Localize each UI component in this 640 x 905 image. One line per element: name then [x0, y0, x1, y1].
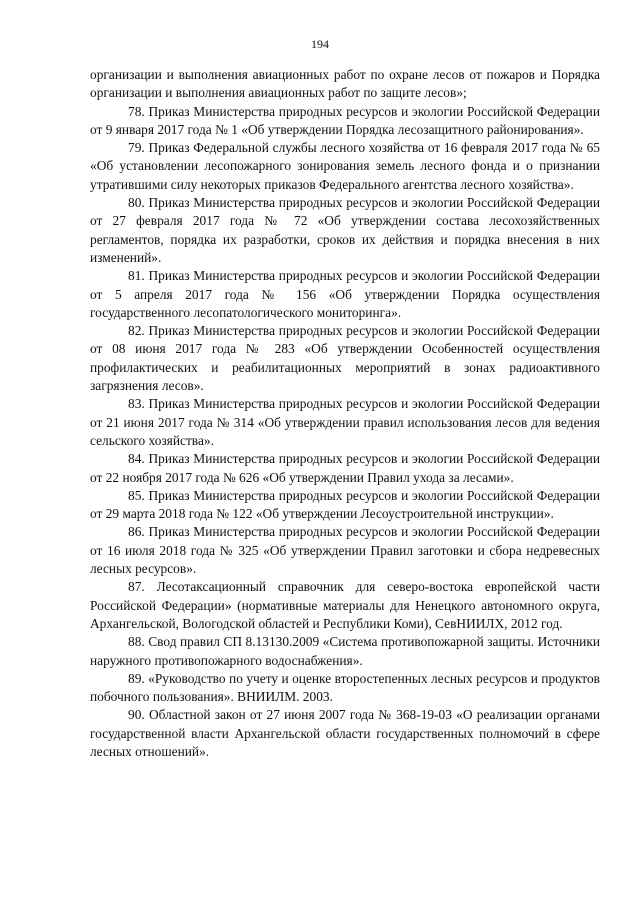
document-body	[90, 66, 600, 761]
list-item-90: 90. Областной закон от 27 июня 2007 года № 368-19-03 «О реализации органами государственной власти Архангельской области государственных полномочий в сфере лесных отношений».	[90, 707, 600, 759]
list-item-81: 81. Приказ Министерства природных ресурсов и экологии Российской Федерации от 5 апреля 2017 года № 156 «Об утверждении Порядка осуществления государственного лесопатологического мониторинга».	[90, 268, 600, 320]
list-item-82: 82. Приказ Министерства природных ресурсов и экологии Российской Федерации от 08 июня 2017 года № 283 «Об утверждении Особенностей осуществления профилактических и реабилитационных мероприятий в зонах радиоактивного загрязнения лесов».	[90, 323, 600, 394]
list-item-85: 85. Приказ Министерства природных ресурсов и экологии Российской Федерации от 29 марта 2018 года № 122 «Об утверждении Лесоустроительной инструкции».	[90, 487, 600, 522]
list-item-78: 78. Приказ Министерства природных ресурсов и экологии Российской Федерации от 9 января 2017 года № 1 «Об утверждении Порядка лесозащитного районирования».	[90, 103, 600, 137]
list-item-88: 88. Свод правил СП 8.13130.2009 «Система противопожарной защиты. Источники наружного противопожарного водоснабжения».	[90, 634, 600, 668]
list-item-86: 86. Приказ Министерства природных ресурсов и экологии Российской Федерации от 16 июля 2018 года № 325 «Об утверждении Правил заготовки и сбора недревесных лесных ресурсов».	[90, 524, 600, 577]
list-item-79: 79. Приказ Федеральной службы лесного хозяйства от 16 февраля 2017 года № 65 «Об установлении лесопожарного зонирования земель лесного фонда и о признании утратившими силу некоторых приказов Федерального агентства лесного хозяйства».	[90, 140, 600, 192]
list-item-84: 84. Приказ Министерства природных ресурсов и экологии Российской Федерации от 22 ноября 2017 года № 626 «Об утверждении Правил ухода за лесами».	[90, 451, 600, 485]
paragraph-continuation: организации и выполнения авиационных работ по охране лесов от пожаров и Порядка организации и выполнения авиационных работ по защите лесов»;	[90, 67, 600, 101]
list-item-80: 80. Приказ Министерства природных ресурсов и экологии Российской Федерации от 27 февраля 2017 года № 72 «Об утверждении состава лесохозяйственных регламентов, порядка их разработки, сроков их действия и порядка внесения в них изменений».	[90, 195, 600, 265]
page-number: 194	[311, 37, 329, 51]
list-item-87: 87. Лесотаксационный справочник для северо-востока европейской части Российской Федерации» (нормативные материалы для Ненецкого автономного округа, Архангельской, Вологодской областей и Республики Коми), СевНИИЛХ, 2012 год.	[90, 579, 600, 631]
list-item-89: 89. «Руководство по учету и оценке второстепенных лесных ресурсов и продуктов побочного пользования». ВНИИЛМ. 2003.	[90, 670, 600, 705]
list-item-83: 83. Приказ Министерства природных ресурсов и экологии Российской Федерации от 21 июня 2017 года № 314 «Об утверждении правил использования лесов для ведения сельского хозяйства».	[90, 396, 600, 448]
